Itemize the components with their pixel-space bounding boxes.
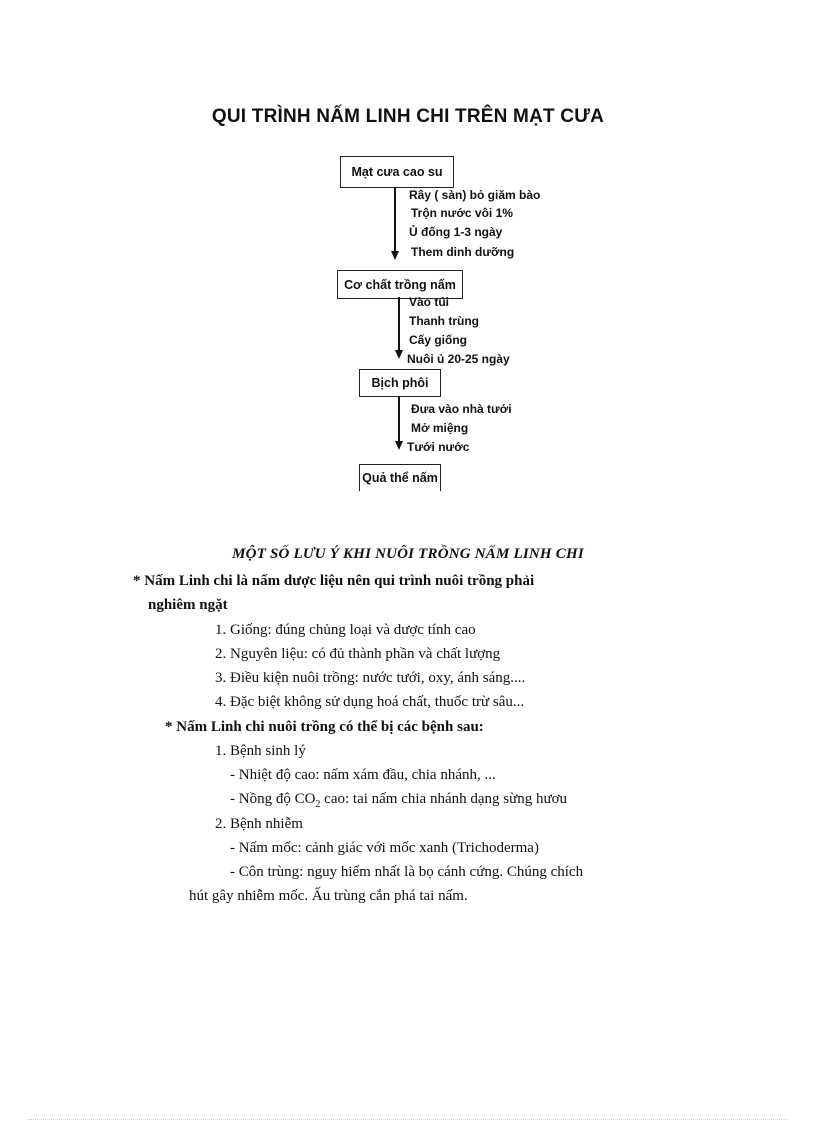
disease-item-co2 <box>230 791 567 810</box>
step-label: Đưa vào nhà tưới <box>411 402 512 416</box>
step-label: Ủ đống 1-3 ngày <box>409 225 503 239</box>
stage-box-sawdust <box>340 156 454 188</box>
step-label: Vào túi <box>409 295 450 309</box>
co2-text-pre: - Nồng độ CO <box>230 791 316 807</box>
step-label: Them dinh dưỡng <box>411 245 515 259</box>
note-item: 1. Giống: đúng chủng loại và dược tính cao <box>215 622 476 638</box>
disease-item-continuation: hút gây nhiễm mốc. Ấu trùng cắn phá tai nấm. <box>189 888 468 904</box>
note-item: 3. Điều kiện nuôi trồng: nước tưới, oxy, ánh sáng.... <box>215 670 526 686</box>
step-label: Thanh trùng <box>409 314 479 328</box>
step-label: Tưới nước <box>407 440 470 454</box>
disease-item: - Côn trùng: nguy hiểm nhất là bọ cánh cứng. Chúng chích <box>230 864 584 880</box>
disease-heading: * Nấm Linh chi nuôi trồng có thể bị các bệnh sau: <box>165 719 484 735</box>
flow-arrow-line <box>398 396 400 442</box>
disease-group-label: 1. Bệnh sinh lý <box>215 743 306 759</box>
step-label: Cấy giống <box>409 333 468 347</box>
co2-subscript: 2 <box>315 799 321 810</box>
flowchart-title: QUI TRÌNH NẤM LINH CHI TRÊN MẠT CƯA <box>211 106 605 127</box>
disease-group-label: 2. Bệnh nhiễm <box>215 816 303 832</box>
disease-item: - Nấm mốc: cảnh giác với mốc xanh (Trichoderma) <box>230 840 539 856</box>
note-intro-line: * Nấm Linh chi là nấm dược liệu nên qui trình nuôi trồng phải <box>133 573 535 589</box>
step-label: Rây ( sàn) bỏ giăm bào <box>409 188 541 202</box>
stage-box-spawn-bag <box>359 369 441 397</box>
arrowhead-icon <box>395 350 403 359</box>
step-label: Nuôi ủ 20-25 ngày <box>407 352 510 366</box>
note-intro-line: nghiêm ngặt <box>148 597 228 613</box>
stage-label: Cơ chất trồng nấm <box>344 277 456 292</box>
stage-label: Mạt cưa cao su <box>351 165 443 179</box>
stage-label: Quả thể nấm <box>362 471 438 485</box>
disease-item: - Nhiệt độ cao: nấm xám đầu, chia nhánh, ... <box>230 767 496 783</box>
flow-arrow-line <box>394 187 396 251</box>
note-item: 4. Đặc biệt không sử dụng hoá chất, thuốc trừ sâu... <box>215 694 525 710</box>
page-bottom-divider <box>28 1119 788 1120</box>
co2-text-post: cao: tai nấm chia nhánh dạng sừng hươu <box>320 791 568 807</box>
step-label: Trộn nước vôi 1% <box>411 206 513 220</box>
notes-title: MỘT SỐ LƯU Ý KHI NUÔI TRỒNG NẤM LINH CHI <box>232 546 584 562</box>
stage-box-fruiting-body <box>359 464 441 491</box>
arrowhead-icon <box>395 441 403 450</box>
arrowhead-icon <box>391 251 399 260</box>
stage-label: Bịch phôi <box>371 376 429 390</box>
note-item: 2. Nguyên liệu: có đủ thành phần và chất lượng <box>215 646 501 662</box>
step-label: Mở miệng <box>411 421 469 435</box>
flow-arrow-line <box>398 297 400 351</box>
